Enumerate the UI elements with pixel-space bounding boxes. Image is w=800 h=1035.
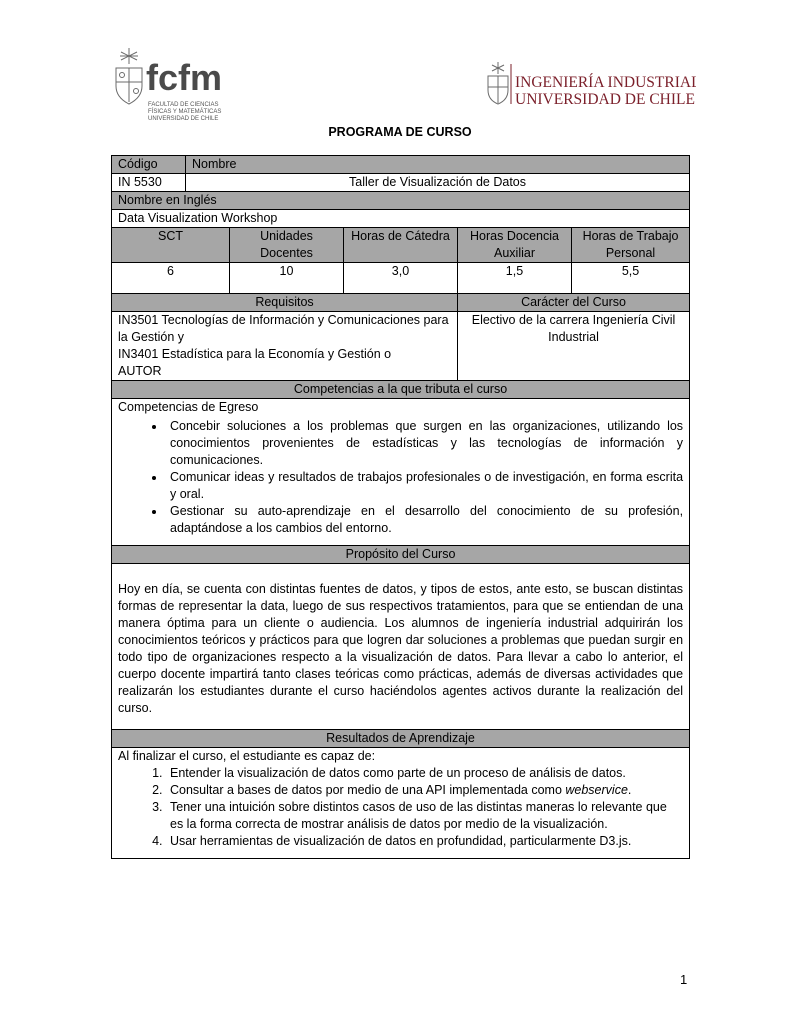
fcfm-line-1: FACULTAD DE CIENCIAS (148, 102, 219, 108)
university-crest-icon (116, 48, 142, 104)
list-item: 4. Usar herramientas de visualización de datos en profundidad, particularmente D3.js. (166, 833, 683, 850)
hours-value-personal: 5,5 (572, 263, 690, 294)
competencies-label: Competencias a la que tributa el curso (112, 381, 690, 399)
requirement-line: IN3501 Tecnologías de Información y Comunicaciones para la Gestión y (118, 313, 449, 344)
requirements-cell (112, 312, 458, 381)
character-label: Carácter del Curso (458, 294, 690, 312)
ingenieria-industrial-logo (486, 60, 696, 110)
hours-value-unidades: 10 (230, 263, 344, 294)
english-name-label: Nombre en Inglés (112, 192, 690, 210)
ii-logo-line-2: UNIVERSIDAD DE CHILE (515, 91, 695, 108)
list-item: • Gestionar su auto-aprendizaje en el desarrollo del conocimiento de su profesión, adaptándose a los cambios del entorno. (166, 503, 683, 537)
competencies-cell (112, 399, 690, 546)
purpose-label: Propósito del Curso (112, 546, 690, 564)
course-character: Electivo de la carrera Ingeniería Civil Industrial (458, 312, 690, 381)
code-label: Código (112, 156, 186, 174)
fcfm-logo (110, 44, 240, 126)
list-item: • Comunicar ideas y resultados de trabajos profesionales o de investigación, en forma escrita y oral. (166, 469, 683, 503)
hours-header-personal: Horas de Trabajo Personal (572, 228, 690, 263)
fcfm-line-2: FÍSICAS Y MATEMÁTICAS (148, 109, 222, 115)
course-code: IN 5530 (112, 174, 186, 192)
fcfm-line-3: UNIVERSIDAD DE CHILE (148, 116, 219, 122)
outcomes-label: Resultados de Aprendizaje (112, 730, 690, 748)
hours-header-sct: SCT (112, 228, 230, 263)
list-item: • Concebir soluciones a los problemas que surgen en las organizaciones, utilizando los conocimientos provenientes de estadísticas y las tecnologías de información y comunicaciones. (166, 418, 683, 469)
outcome-text: Consultar a bases de datos por medio de una API implementada como (170, 783, 566, 797)
page-number: 1 (680, 972, 688, 987)
purpose-text: Hoy en día, se cuenta con distintas fuentes de datos, y tipos de estos, ante esto, se buscan distintas formas de representar la data, luego de sus respectivos tratamientos, para que se entiendan de una manera óptima para un cliente o audiencia. Los alumnos de ingeniería industrial adquirirán los conocimientos teóricos y prácticos para que logren dar soluciones a problemas que puedan surgir en todo tipo de organizaciones respecto a la visualización de datos. Para llevar a cabo lo anterior, el cuerpo docente impartirá tanto clases teóricas como prácticas, además de diversas actividades que realizarán los estudiantes durante el curso haciéndolos agentes activos durante la realización del curso. (118, 582, 684, 715)
hours-header-catedra: Horas de Cátedra (344, 228, 458, 263)
hours-value-auxiliar: 1,5 (458, 263, 572, 294)
fcfm-wordmark: fcfm (146, 57, 223, 98)
hours-value-catedra: 3,0 (344, 263, 458, 294)
ii-logo-line-1: INGENIERÍA INDUSTRIAL (515, 74, 696, 91)
hours-value-sct: 6 (112, 263, 230, 294)
list-item: 3. Tener una intuición sobre distintos casos de uso de las distintas maneras lo relevante que es la forma correcta de mostrar análisis de datos por medio de la visualización. (166, 799, 683, 833)
english-name: Data Visualization Workshop (112, 210, 690, 228)
list-item (166, 782, 683, 799)
list-item: 1. Entender la visualización de datos como parte de un proceso de análisis de datos. (166, 765, 683, 782)
outcomes-intro: Al finalizar el curso, el estudiante es capaz de: (118, 749, 376, 763)
university-crest-icon (488, 62, 508, 104)
page-title: PROGRAMA DE CURSO (328, 125, 472, 139)
requirements-label: Requisitos (112, 294, 458, 312)
outcomes-cell (112, 748, 690, 859)
competencies-subtitle: Competencias de Egreso (118, 400, 259, 414)
requirement-line: AUTOR (118, 364, 162, 378)
course-program-table (111, 155, 690, 859)
outcomes-list (118, 765, 683, 850)
name-label: Nombre (186, 156, 690, 174)
course-name: Taller de Visualización de Datos (186, 174, 690, 192)
purpose-cell (112, 564, 690, 730)
requirement-line: IN3401 Estadística para la Economía y Gestión o (118, 347, 392, 361)
hours-header-unidades: Unidades Docentes (230, 228, 344, 263)
outcome-emphasis: webservice (565, 783, 628, 797)
competencies-list (118, 418, 683, 537)
hours-header-auxiliar: Horas Docencia Auxiliar (458, 228, 572, 263)
outcome-text: . (627, 783, 632, 797)
